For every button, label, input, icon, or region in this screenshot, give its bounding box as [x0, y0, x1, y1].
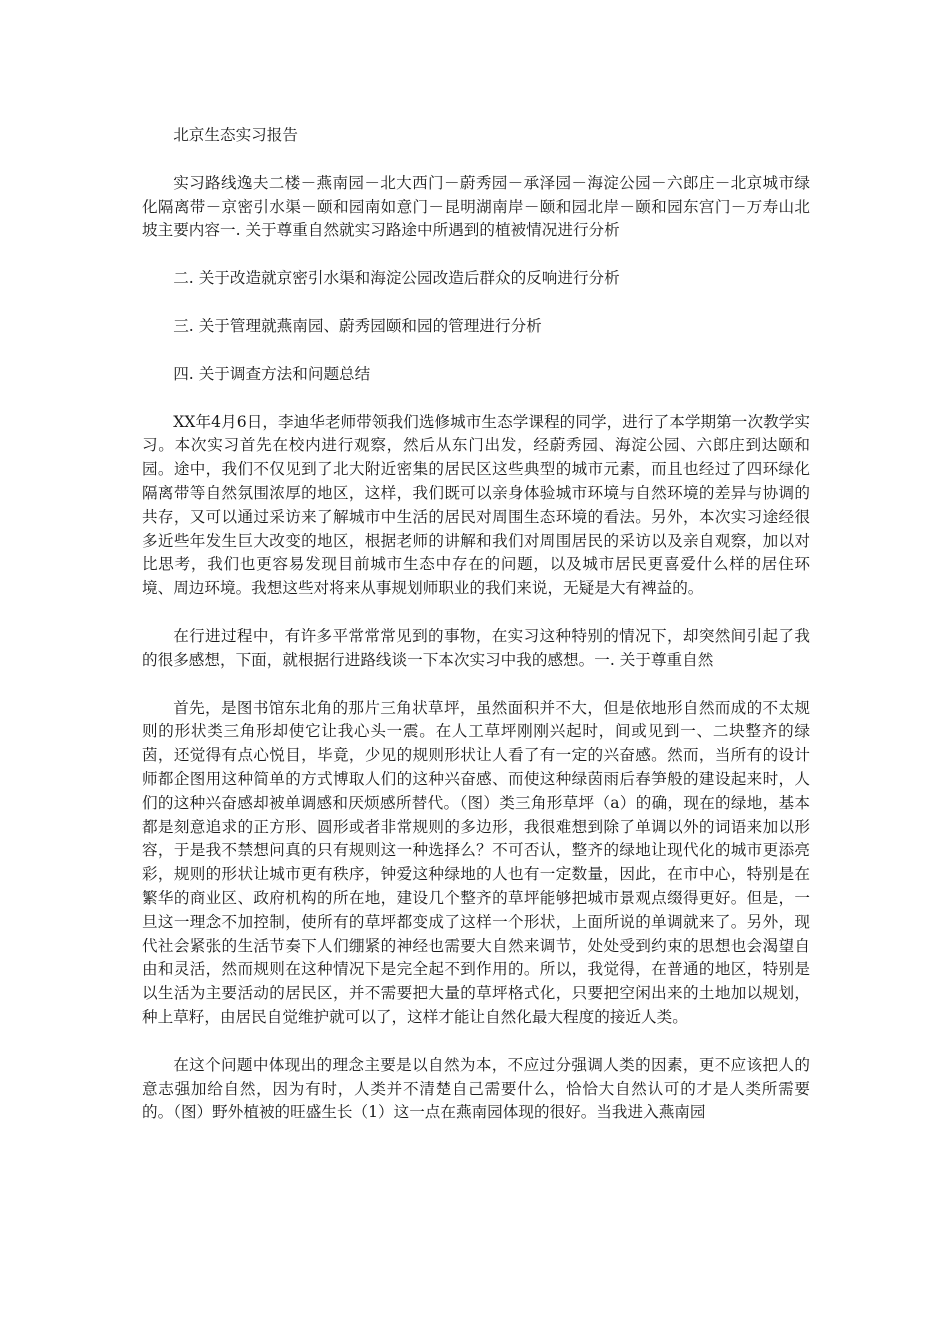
content-item-two: 二. 关于改造就京密引水渠和海淀公园改造后群众的反响进行分析 [173, 269, 620, 288]
content-item-four: 四. 关于调查方法和问题总结 [173, 364, 371, 383]
intro-paragraph: XX年4月6日，李迪华老师带领我们选修城市生态学课程的同学，进行了本学期第一次教学实习。本次实习首先在校内进行观察，然后从东门出发，经蔚秀园、海淀公园、六郎庄到达颐和园。途中，我们不仅见到了北大附近密集的居民区这些典型的城市元素，而且也经过了四环绿化隔离带等自然氛围浓厚的地区，这样，我们既可以亲身体验城市环境与自然环境的差异与协调的共存，又可以通过采访来了解城市中生活的居民对周围生态环境的看法。另外，本次实习途经很多近些年发生巨大改变的地区，根据老师的讲解和我们对周围居民的采访以及亲自观察，加以对比思考，我们也更容易发现目前城市生态中存在的问题，以及城市居民更喜爱什么样的居住环境、周边环境。我想这些对将来从事规划师职业的我们来说，无疑是大有裨益的。 [142, 412, 810, 598]
document-body [142, 124, 810, 1125]
transition-paragraph: 在行进过程中，有许多平常常常见到的事物，在实习这种特别的情况下，却突然间引起了我的很多感想，下面，就根据行进路线谈一下本次实习中我的感想。一. 关于尊重自然 [142, 626, 810, 669]
content-item-three: 三. 关于管理就燕南园、蔚秀园颐和园的管理进行分析 [173, 316, 542, 335]
document-title: 北京生态实习报告 [173, 126, 298, 144]
lawn-paragraph: 首先，是图书馆东北角的那片三角状草坪，虽然面积并不大，但是依地形自然而成的不太规则的形状类三角形却使它让我心头一震。在人工草坪刚刚兴起时，间或见到一、二块整齐的绿茵，还觉得有点心悦目，毕竟，少见的规则形状让人看了有一定的兴奋感。然而，当所有的设计师都企图用这种简单的方式博取人们的这种兴奋感、而使这种绿茵雨后春笋般的建设起来时，人们的这种兴奋感却被单调感和厌烦感所替代。（图）类三角形草坪（a）的确，现在的绿地，基本都是刻意追求的正方形、圆形或者非常规则的多边形，我很难想到除了单调以外的词语来加以形容，于是我不禁想问真的只有规则这一种选择么？不可否认，整齐的绿地让现代化的城市更添亮彩，规则的形状让城市更有秩序，钟爱这种绿地的人也有一定数量，因此，在市中心，特别是在繁华的商业区、政府机构的所在地，建设几个整齐的草坪能够把城市景观点缀得更好。但是，一旦这一理念不加控制，使所有的草坪都变成了这样一个形状，上面所说的单调就来了。另外，现代社会紧张的生活节奏下人们绷紧的神经也需要大自然来调节，处处受到约束的思想也会渴望自由和灵活，然而规则在这种情况下是完全起不到作用的。所以，我觉得，在普通的地区，特别是以生活为主要活动的居民区，并不需要把大量的草坪格式化，只要把空闲出来的土地加以规划，种上草籽，由居民自觉维护就可以了，这样才能让自然化最大程度的接近人类。 [142, 698, 810, 1026]
nature-paragraph: 在这个问题中体现出的理念主要是以自然为本，不应过分强调人类的因素，更不应该把人的意志强加给自然，因为有时，人类并不清楚自己需要什么，恰恰大自然认可的才是人类所需要的。（图）野外植被的旺盛生长（1）这一点在燕南园体现的很好。当我进入燕南园 [142, 1055, 810, 1122]
route-paragraph: 实习路线逸夫二楼－燕南园－北大西门－蔚秀园－承泽园－海淀公园－六郎庄－北京城市绿化隔离带－京密引水渠－颐和园南如意门－昆明湖南岸－颐和园北岸－颐和园东宫门－万寿山北坡主要内容一. 关于尊重自然就实习路途中所遇到的植被情况进行分析 [142, 173, 810, 240]
